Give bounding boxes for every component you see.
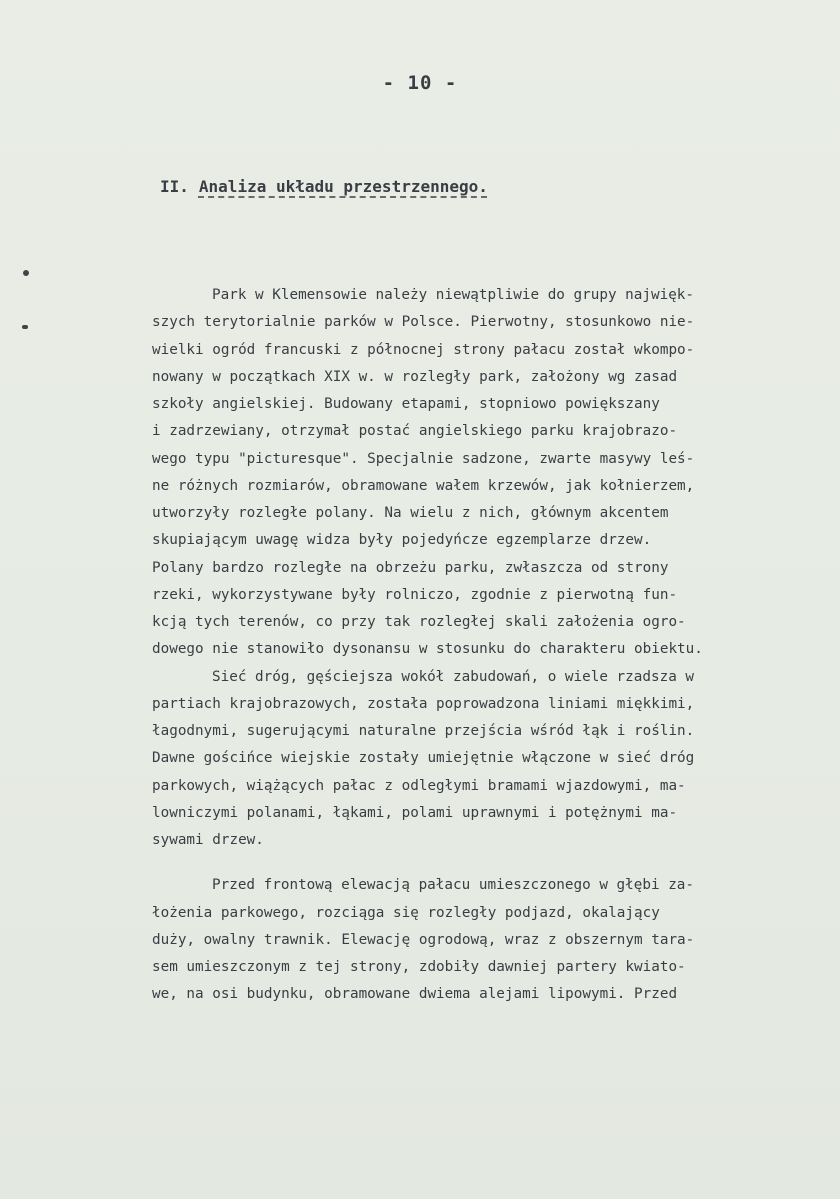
text-line: utworzyły rozległe polany. Na wielu z nich, głównym akcentem	[152, 505, 669, 521]
text-line: Dawne gościńce wiejskie zostały umiejętnie włączone w sieć dróg	[152, 750, 695, 767]
text-line: nowany w początkach XIX w. w rozległy park, założony wg zasad	[152, 368, 678, 385]
text-line: parkowych, wiążących pałac z odległymi bramami wjazdowymi, ma-	[152, 777, 686, 794]
text-line: duży, owalny trawnik. Elewację ogrodową, wraz z obszernym tara-	[152, 931, 695, 948]
text-line: partiach krajobrazowych, została poprowadzona liniami miękkimi,	[152, 695, 695, 712]
text-line: we, na osi budynku, obramowane dwiema alejami lipowymi. Przed	[152, 986, 678, 1003]
text-line: skupiającym uwagę widza były pojedyńcze egzemplarze drzew.	[152, 532, 652, 549]
text-line: rzeki, wykorzystywane były rolniczo, zgodnie z pierwotną fun-	[152, 586, 678, 603]
section-heading	[160, 177, 488, 196]
text-line: wielki ogród francuski z północnej strony pałacu został wkompo-	[152, 341, 695, 358]
text-line: Sieć dróg, gęściejsza wokół zabudowań, o wiele rzadsza w	[212, 668, 695, 685]
text-line: łagodnymi, sugerującymi naturalne przejścia wśród łąk i roślin.	[152, 723, 695, 739]
section-title: Analiza układu przestrzennego.	[198, 177, 488, 196]
section-number: II.	[160, 177, 189, 196]
text-line: łożenia parkowego, rozciąga się rozległy podjazd, okalający	[152, 904, 660, 921]
text-line: dowego nie stanowiło dysonansu w stosunku do charakteru obiektu.	[152, 641, 703, 658]
text-line: szych terytorialnie parków w Polsce. Pierwotny, stosunkowo nie-	[152, 314, 695, 331]
margin-mark	[22, 325, 28, 329]
text-line: kcją tych terenów, co przy tak rozległej skali założenia ogro-	[152, 614, 686, 630]
text-line: Polany bardzo rozległe na obrzeżu parku, zwłaszcza od strony	[152, 559, 669, 576]
page-number: - 10 -	[382, 72, 458, 94]
text-line: ne różnych rozmiarów, obramowane wałem krzewów, jak kołnierzem,	[152, 477, 695, 494]
text-line: lowniczymi polanami, łąkami, polami uprawnymi i potężnymi ma-	[152, 804, 678, 821]
text-line: Przed frontową elewacją pałacu umieszczonego w głębi za-	[212, 877, 695, 894]
text-line: i zadrzewiany, otrzymał postać angielskiego parku krajobrazo-	[152, 423, 678, 440]
text-line: Park w Klemensowie należy niewątpliwie do grupy najwięk-	[212, 287, 695, 303]
document-body	[152, 282, 832, 1009]
margin-mark	[23, 270, 29, 276]
text-line: sem umieszczonym z tej strony, zdobiły dawniej partery kwiato-	[152, 959, 686, 975]
text-line: wego typu "picturesque". Specjalnie sadzone, zwarte masywy leś-	[152, 450, 695, 467]
text-line: sywami drzew.	[152, 832, 264, 848]
text-line: szkoły angielskiej. Budowany etapami, stopniowo powiększany	[152, 396, 660, 412]
